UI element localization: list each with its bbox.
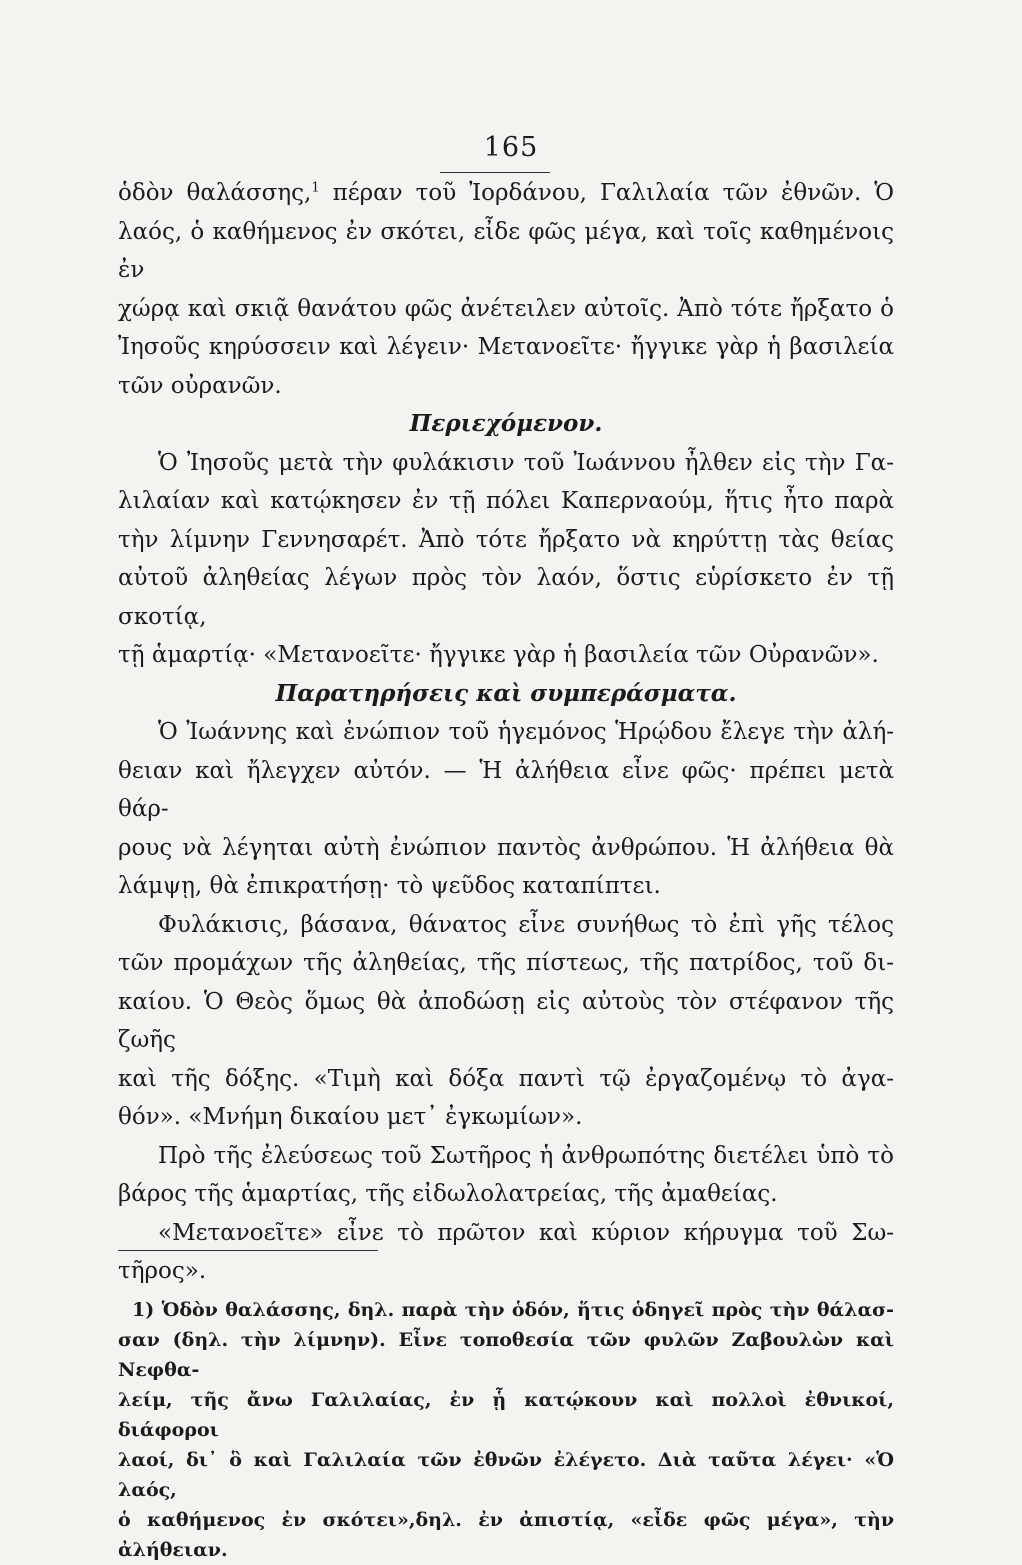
footnote [118,1295,894,1565]
text-line: Ὁ Ἰωάννης καὶ ἐνώπιον τοῦ ἡγεμόνος Ἡρῴδου ἔλεγε τὴν ἀλή- [158,719,894,745]
text-line: λάμψῃ, θὰ ἐπικρατήσῃ· τὸ ψεῦδος καταπίπτει. [118,873,661,899]
text-line: Ὁ Ἰησοῦς μετὰ τὴν φυλάκισιν τοῦ Ἰωάννου ἦλθεν εἰς τὴν Γα- [158,449,894,476]
text-line: θόν». «Μνήμη δικαίου μετ᾽ ἐγκωμίων». [118,1104,583,1130]
text-line: καὶ τῆς δόξης. «Τιμὴ καὶ δόξα παντὶ τῷ ἐργαζομένῳ τὸ ἀγα- [118,1065,894,1092]
text-line: Φυλάκισις, βάσανα, θάνατος εἶνε συνήθως τὸ ἐπὶ γῆς τέλος [158,911,894,938]
footnote-marker: 1 [311,180,320,196]
section-heading-contents: Περιεχόμενον. [409,410,603,437]
footnote-line: λείμ, τῆς ἄνω Γαλιλαίας, ἐν ᾗ κατῴκουν καὶ πολλοὶ ἐθνικοί, διάφοροι [118,1389,894,1441]
text-line: λιλαίαν καὶ κατῴκησεν ἐν τῇ πόλει Καπερναούμ, ἥτις ἦτο παρὰ [118,488,894,514]
text-line: ρους νὰ λέγηται αὐτὴ ἐνώπιον παντὸς ἀνθρώπου. Ἡ ἀλήθεια θὰ [118,834,894,861]
text-line: λαός, ὁ καθήμενος ἐν σκότει, εἶδε φῶς μέγα, καὶ τοῖς καθημένοις ἐν [118,218,894,283]
text-fragment: ὁδὸν θαλάσσης, [118,180,312,206]
footnote-line: ὁ καθήμενος ἐν σκότει»,δηλ. ἐν ἀπιστίᾳ, «εἶδε φῶς μέγα», τὴν ἀλήθειαν. [118,1509,894,1561]
section-heading-observations: Παρατηρήσεις καὶ συμπεράσματα. [275,679,737,707]
text-fragment: πέραν τοῦ Ἰορδάνου, Γαλιλαία τῶν ἐθνῶν. Ὁ [332,180,895,206]
footnote-line: σαν (δηλ. τὴν λίμνην). Εἶνε τοποθεσία τῶν φυλῶν Ζαβουλὼν καὶ Νεφθα- [118,1329,894,1381]
text-line: τὴν λίμνην Γεννησαρέτ. Ἀπὸ τότε ἤρξατο νὰ κηρύττῃ τὰς θείας [118,526,894,553]
text-line: Πρὸ τῆς ἐλεύσεως τοῦ Σωτῆρος ἡ ἀνθρωπότης διετέλει ὑπὸ τὸ [158,1142,894,1169]
text-line: τῶν οὐρανῶν. [118,372,282,399]
text-line: θειαν καὶ ἤλεγχεν αὐτόν. — Ἡ ἀλήθεια εἶνε φῶς· πρέπει μετὰ θάρ- [118,757,894,822]
text-line: τῇ ἁμαρτίᾳ· «Μετανοεῖτε· ἤγγικε γὰρ ἡ βασιλεία τῶν Οὐρανῶν». [118,642,879,668]
text-line: βάρος τῆς ἁμαρτίας, τῆς εἰδωλολατρείας, τῆς ἀμαθείας. [118,1181,778,1207]
text-line [118,174,894,213]
text-line: Ἰησοῦς κηρύσσειν καὶ λέγειν· Μετανοεῖτε· ἤγγικε γὰρ ἡ βασιλεία [118,334,894,360]
text-line: χώρᾳ καὶ σκιᾷ θανάτου φῶς ἀνέτειλεν αὐτοῖς. Ἀπὸ τότε ἤρξατο ὁ [118,295,894,322]
footnote-line: λαοί, δι᾽ ὃ καὶ Γαλιλαία τῶν ἐθνῶν ἐλέγετο. Διὰ ταῦτα λέγει· «Ὁ λαός, [118,1449,894,1501]
text-line: καίου. Ὁ Θεὸς ὅμως θὰ ἀποδώσῃ εἰς αὐτοὺς τὸν στέφανον τῆς ζωῆς [118,988,894,1053]
main-text [118,174,894,1291]
header-rule [440,172,550,173]
text-line: «Μετανοεῖτε» εἶνε τὸ πρῶτον καὶ κύριον κήρυγμα τοῦ Σω- [158,1219,894,1246]
text-line: αὐτοῦ ἀληθείας λέγων πρὸς τὸν λαόν, ὅστις εὑρίσκετο ἐν τῇ σκοτίᾳ, [118,565,894,630]
footnote-rule [118,1250,378,1251]
footnote-line: 1) Ὁδὸν θαλάσσης, δηλ. παρὰ τὴν ὁδόν, ἥτις ὁδηγεῖ πρὸς τὴν θάλασ- [132,1299,894,1321]
text-line: τῶν προμάχων τῆς ἀληθείας, τῆς πίστεως, τῆς πατρίδος, τοῦ δι- [118,950,894,976]
page-number: 165 [483,132,539,163]
text-line: τῆρος». [118,1258,207,1284]
